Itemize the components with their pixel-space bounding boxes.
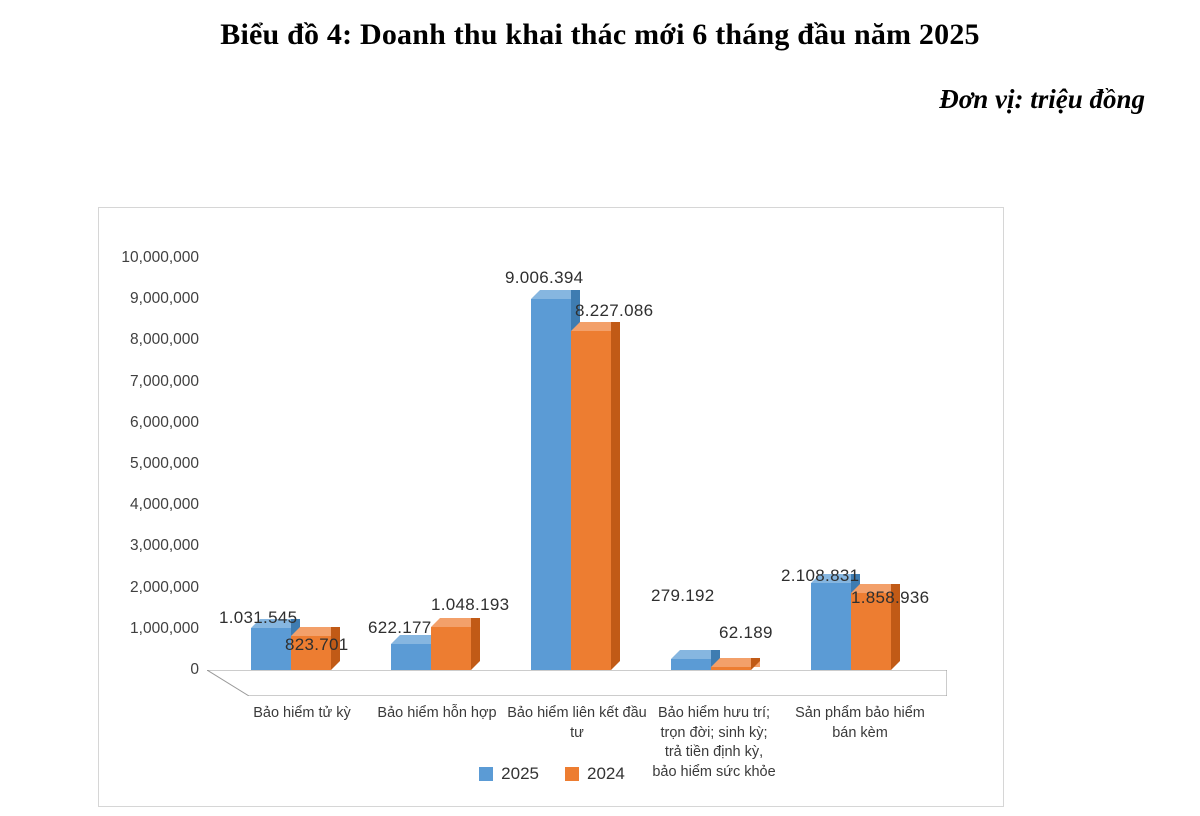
value-label-2024-5: 1.858.936	[851, 588, 930, 607]
value-label-2025-4: 279.192	[651, 586, 715, 605]
x-category-2: Bảo hiểm hỗn hợp	[377, 705, 497, 721]
bar-2025-4[interactable]	[671, 659, 711, 671]
bar-2024-2[interactable]	[431, 627, 471, 670]
chart-container	[98, 207, 1004, 807]
legend-item-2024[interactable]	[565, 764, 625, 784]
x-category-4: Bảo hiểm hưu trí; trọn đời; sinh kỳ; trả tiền định kỳ, bảo hiểm sức khỏe	[652, 705, 776, 780]
y-tick-7000000: 7,000,000	[130, 372, 199, 390]
value-label-2025-5: 2.108.831	[781, 566, 860, 585]
bar-2024-3[interactable]	[571, 331, 611, 670]
bar-group-4	[653, 258, 793, 670]
x-category-5: Sản phẩm bảo hiểm bán kèm	[795, 705, 925, 741]
legend-item-2025[interactable]	[479, 764, 539, 784]
y-tick-6000000: 6,000,000	[130, 413, 199, 431]
value-label-2024-1: 823.701	[285, 635, 349, 654]
bar-group-5	[781, 258, 933, 670]
legend-label-2024: 2024	[587, 764, 625, 783]
value-label-2024-4: 62.189	[719, 623, 773, 642]
page-title: Biểu đồ 4: Doanh thu khai thác mới 6 tháng đầu năm 2025	[220, 18, 980, 51]
legend-swatch-2025	[479, 767, 493, 781]
y-tick-2000000: 2,000,000	[130, 578, 199, 596]
bar-group-1	[219, 258, 373, 670]
value-label-2024-2: 1.048.193	[431, 595, 510, 614]
legend-swatch-2024	[565, 767, 579, 781]
bar-group-2	[368, 258, 513, 670]
bars-layer	[207, 258, 947, 670]
x-category-1: Bảo hiểm tử kỳ	[253, 705, 351, 721]
value-label-2025-2: 622.177	[368, 618, 432, 637]
y-tick-1000000: 1,000,000	[130, 619, 199, 637]
y-tick-8000000: 8,000,000	[130, 331, 199, 349]
chart-legend	[99, 764, 1005, 784]
x-category-3: Bảo hiểm liên kết đầu tư	[507, 705, 647, 741]
y-tick-10000000: 10,000,000	[121, 249, 199, 266]
y-tick-3000000: 3,000,000	[130, 537, 199, 555]
chart-unit-note: Đơn vị: triệu đồng	[939, 84, 1145, 114]
legend-label-2025: 2025	[501, 764, 539, 783]
y-tick-5000000: 5,000,000	[130, 455, 199, 472]
y-tick-4000000: 4,000,000	[130, 496, 199, 514]
chart-floor	[207, 670, 947, 696]
bar-2025-2[interactable]	[391, 644, 431, 670]
y-tick-9000000: 9,000,000	[130, 290, 199, 308]
value-label-2025-1: 1.031.545	[219, 608, 298, 627]
bar-2024-4[interactable]	[711, 667, 751, 670]
bar-2025-3[interactable]	[531, 299, 571, 670]
bar-2025-5[interactable]	[811, 583, 851, 670]
bar-group-3	[505, 258, 654, 670]
y-tick-0: 0	[190, 661, 199, 678]
value-label-2025-3: 9.006.394	[505, 268, 584, 287]
value-label-2024-3: 8.227.086	[575, 301, 654, 320]
